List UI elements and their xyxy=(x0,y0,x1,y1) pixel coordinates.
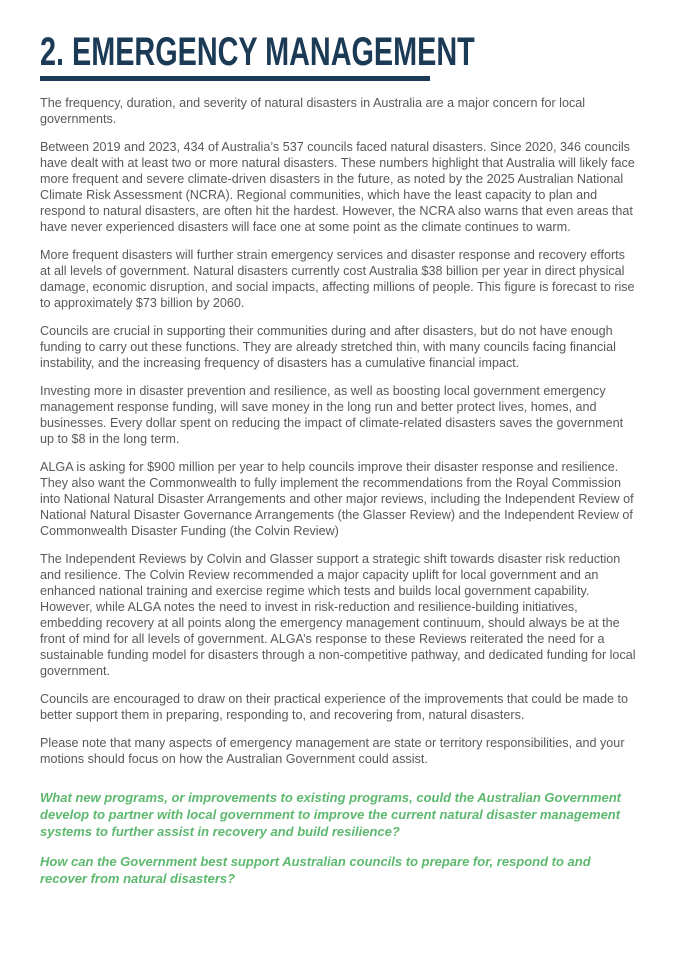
body-text xyxy=(40,95,636,767)
paragraph-intro: The frequency, duration, and severity of natural disasters in Australia are a major concern for local governments. xyxy=(40,96,586,126)
discussion-question-government-support: How can the Government best support Australian councils to prepare for, respond to and recover from natural disasters? xyxy=(40,854,591,886)
paragraph-council-experience: Councils are encouraged to draw on their practical experience of the improvements that could be made to better support them in preparing, responding to, and recovering from, natural disasters. xyxy=(40,692,629,722)
paragraph-disaster-statistics: Between 2019 and 2023, 434 of Australia’s 537 councils faced natural disasters. Since 2020, 346 councils have dealt with at least two or more natural disasters. These numbers highlight that Australia will likely face more frequent and severe climate-driven disasters in the future, as noted by the 2025 Australian National Climate Risk Assessment (NCRA). Regional communities, which have the least capacity to plan and respond to natural disasters, are often hit the hardest. However, the NCRA also warns that even areas that have never experienced disasters will face one at some point as the climate continues to warm. xyxy=(40,140,635,234)
discussion-questions xyxy=(40,789,636,887)
paragraph-disaster-costs: More frequent disasters will further strain emergency services and disaster response and recovery efforts at all levels of government. Natural disasters currently cost Australia $38 billion per year in direct physical damage, economic disruption, and social impacts, affecting millions of people. This figure is forecast to rise to approximately $73 billion by 2060. xyxy=(40,248,635,310)
paragraph-independent-reviews: The Independent Reviews by Colvin and Glasser support a strategic shift towards disaster risk reduction and resilience. The Colvin Review recommended a major capacity uplift for local government and an enhanced national training and exercise regime which tests and builds local government capability. However, while ALGA notes the need to invest in risk-reduction and resilience-building initiatives, embedding recovery at all points along the emergency management continuum, should always be at the front of mind for all levels of government. ALGA’s response to these Reviews reiterated the need for a sustainable funding model for disasters through a non-competitive pathway, and dedicated funding for local government. xyxy=(40,552,636,678)
paragraph-prevention-investment: Investing more in disaster prevention and resilience, as well as boosting local government emergency management response funding, will save money in the long run and better protect lives, homes, and businesses. Every dollar spent on reducing the impact of climate-related disasters saves the government up to $8 in the long term. xyxy=(40,384,624,446)
page-title: 2. EMERGENCY MANAGEMENT xyxy=(40,30,475,74)
paragraph-council-funding: Councils are crucial in supporting their communities during and after disasters, but do not have enough funding to carry out these functions. They are already stretched thin, with many councils facing financial instability, and the increasing frequency of disasters has a cumulative financial impact. xyxy=(40,324,616,370)
paragraph-alga-ask: ALGA is asking for $900 million per year to help councils improve their disaster response and resilience. They also want the Commonwealth to fully implement the recommendations from the Royal Commission into National Natural Disaster Arrangements and other major reviews, including the Independent Review of National Natural Disaster Governance Arrangements (the Glasser Review) and the Independent Review of Commonwealth Disaster Funding (the Colvin Review) xyxy=(40,460,634,538)
section-heading xyxy=(40,32,636,81)
title-underline xyxy=(40,76,430,81)
paragraph-state-responsibilities-note: Please note that many aspects of emergency management are state or territory responsibilities, and your motions should focus on how the Australian Government could assist. xyxy=(40,736,625,766)
discussion-question-new-programs: What new programs, or improvements to existing programs, could the Australian Government develop to partner with local government to improve the current natural disaster management systems to further assist in recovery and build resilience? xyxy=(40,790,622,839)
